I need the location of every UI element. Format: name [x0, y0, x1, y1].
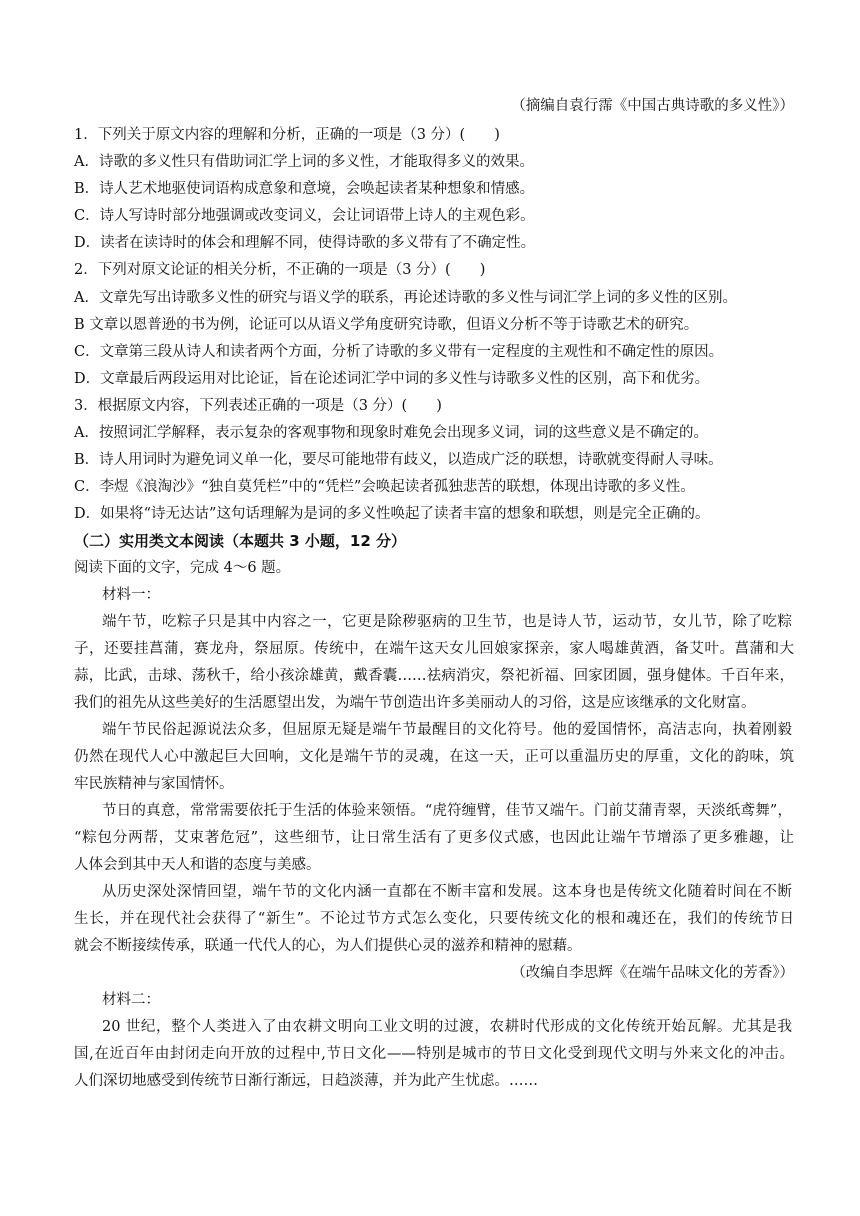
reading-instruction: 阅读下面的文字，完成 4～6 题。 [74, 560, 291, 576]
question-1-stem: 1．下列关于原文内容的理解和分析，正确的一项是（3 分）( ) [74, 127, 500, 143]
question-1-option-d: D．读者在读诗时的体会和理解不同，使得诗歌的多义带有了不确定性。 [74, 235, 536, 251]
material-2-label: 材料二： [102, 992, 160, 1008]
material-1-para-4-line-1: 从历史深处深情回望，端午节的文化内涵一直都在不断丰富和发展。这本身也是传统文化随着时间在不断 [102, 884, 792, 900]
question-1-option-b: B．诗人艺术地驱使词语构成意象和意境，会唤起读者某种想象和情感。 [74, 181, 535, 197]
question-2-option-d: D．文章最后两段运用对比论证，旨在论述词汇学中词的多义性与诗歌多义性的区别，高下和优劣。 [74, 371, 710, 387]
question-3-option-d: D．如果将“诗无达诂”这句话理解为是词的多义性唤起了读者丰富的想象和联想，则是完全正确的。 [74, 506, 710, 522]
material-1-para-3-line-2: “粽包分两帮，艾束著危冠”，这些细节，让日常生活有了更多仪式感，也因此让端午节增添了更多雅趣，让 [74, 830, 794, 846]
material-1-para-2-line-2: 仍然在现代人心中激起巨大回响，文化是端午节的灵魂，在这一天，正可以重温历史的厚重，文化的韵味，筑 [74, 749, 794, 765]
question-2-option-c: C．文章第三段从诗人和读者两个方面，分析了诗歌的多义带有一定程度的主观性和不确定性的原因。 [74, 344, 724, 360]
material-1-para-1-line-3: 蒜，比武，击球、荡秋千，给小孩涂雄黄，戴香囊……祛病消灾，祭祀祈福、回家团圆，强身健体。千百年来， [74, 668, 794, 684]
question-1-option-c: C．诗人写诗时部分地强调或改变词义，会让词语带上诗人的主观色彩。 [74, 208, 535, 224]
material-1-para-4-line-3: 就会不断接续传承，联通一代代人的心，为人们提供心灵的滋养和精神的慰藉。 [74, 938, 582, 954]
question-1-option-a: A．诗歌的多义性只有借助词汇学上词的多义性，才能取得多义的效果。 [74, 154, 534, 170]
question-3-option-a: A．按照词汇学解释，表示复杂的客观事物和现象时难免会出现多义词，词的这些意义是不确定的。 [74, 425, 708, 441]
material-2-para-1-line-2: 国,在近百年由封闭走向开放的过程中,节日文化——特别是城市的节日文化受到现代文明与外来文化的冲击。 [74, 1046, 794, 1062]
material-1-para-4-line-2: 生长，并在现代社会获得了“新生”。不论过节方式怎么变化，只要传统文化的根和魂还在，我们的传统节日 [74, 911, 794, 927]
material-1-label: 材料一： [102, 587, 160, 603]
material-1-para-1-line-4: 我们的祖先从这些美好的生活愿望出发，为端午节创造出许多美丽动人的习俗，这是应该继承的文化财富。 [74, 695, 756, 711]
material-1-para-3-line-3: 人体会到其中天人和谐的态度与美感。 [74, 857, 321, 873]
question-2-option-a: A．文章先写出诗歌多义性的研究与语义学的联系，再论述诗歌的多义性与词汇学上词的多义性的区别。 [74, 290, 737, 306]
source-citation-1: （摘编自袁行霈《中国古典诗歌的多义性》） [511, 98, 794, 114]
material-1-para-2-line-3: 牢民族精神与家国情怀。 [74, 776, 234, 792]
material-1-para-1-line-1: 端午节，吃粽子只是其中内容之一，它更是除秽驱病的卫生节，也是诗人节，运动节，女儿节，除了吃粽 [102, 614, 792, 630]
material-1-para-1-line-2: 子，还要挂菖蒲，赛龙舟，祭屈原。传统中，在端午这天女儿回娘家探亲，家人喝雄黄酒，备艾叶。菖蒲和大 [74, 641, 794, 657]
question-2-stem: 2．下列对原文论证的相关分析，不正确的一项是（3 分）( ) [74, 262, 486, 278]
question-3-stem: 3．根据原文内容，下列表述正确的一项是（3 分）( ) [74, 398, 442, 414]
question-3-option-b: B．诗人用词时为避免词义单一化，要尽可能地带有歧义，以造成广泛的联想，诗歌就变得耐人寻味。 [74, 452, 723, 468]
question-3-option-c: C．李煜《浪淘沙》“独自莫凭栏”中的“凭栏”会唤起读者孤独悲苦的联想，体现出诗歌的多义性。 [74, 479, 695, 495]
material-1-para-3-line-1: 节日的真意，常常需要依托于生活的体验来领悟。“虎符缠臂，佳节又端午。门前艾蒲青翠，天淡纸鸢舞”， [102, 803, 792, 819]
material-2-para-1-line-3: 人们深切地感受到传统节日渐行渐远，日趋淡薄，并为此产生忧虑。…… [74, 1073, 538, 1089]
section-2-heading: （二）实用类文本阅读（本题共 3 小题，12 分） [74, 532, 406, 550]
material-2-para-1-line-1: 20 世纪，整个人类进入了由农耕文明向工业文明的过渡，农耕时代形成的文化传统开始瓦解。尤其是我 [102, 1019, 792, 1035]
question-2-option-b: B 文章以恩普逊的书为例，论证可以从语义学角度研究诗歌，但语义分析不等于诗歌艺术的研究。 [74, 317, 699, 333]
source-citation-2: （改编自李思辉《在端午品味文化的芳香》） [511, 965, 794, 981]
material-1-para-2-line-1: 端午节民俗起源说法众多，但屈原无疑是端午节最醒目的文化符号。他的爱国情怀，高洁志向，执着刚毅 [102, 722, 792, 738]
